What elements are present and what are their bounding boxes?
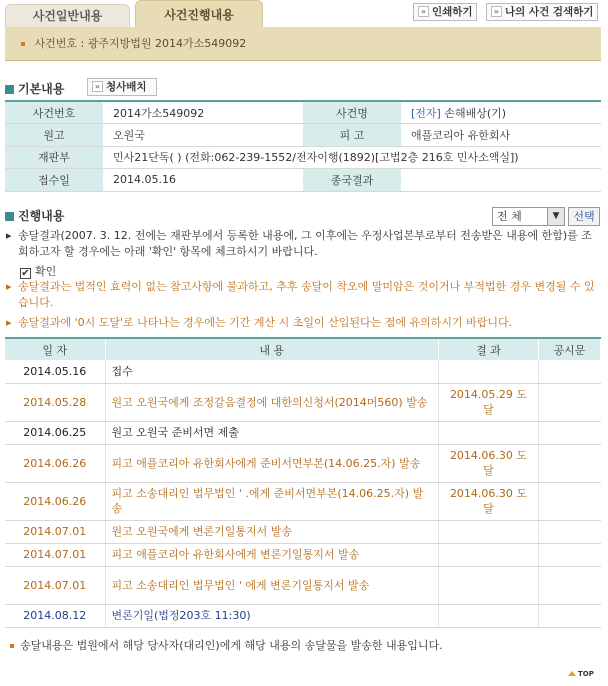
checkmark-icon[interactable]: ✔ bbox=[21, 268, 30, 279]
section-square-icon bbox=[5, 85, 14, 94]
my-case-search-label: 나의 사건 검색하기 bbox=[505, 6, 594, 18]
up-triangle-icon bbox=[568, 671, 576, 676]
progress-section-title: 진행내용 bbox=[5, 207, 64, 224]
double-arrow-icon: » bbox=[418, 6, 429, 17]
triangle-bullet-icon: ▸ bbox=[6, 316, 12, 329]
court-header: 재판부 bbox=[5, 146, 103, 169]
court-value: 민사21단독( ) (전화:062-239-1552/전자이행(1892)[고법2층 216호 민사소액실]) bbox=[103, 146, 601, 169]
table-row: 2014.07.01 원고 오원국에게 변론기일통지서 발송 bbox=[5, 520, 601, 543]
final-header: 종국결과 bbox=[303, 169, 401, 192]
case-no-value: 2014가소549092 bbox=[103, 101, 303, 124]
date-column-header: 일 자 bbox=[5, 338, 105, 360]
defendant-header: 피 고 bbox=[303, 124, 401, 147]
notice-legal-effect: ▸ 송달결과는 법적인 효력이 없는 참고사항에 불과하고, 추후 송달이 착오에 말미암은 것이거나 부적법한 경우 변경될 수 있습니다. bbox=[6, 280, 595, 309]
notice-column-header: 공시문 bbox=[539, 338, 601, 360]
print-button[interactable] bbox=[413, 3, 477, 21]
case-no-header: 사건번호 bbox=[5, 101, 103, 124]
confirm-checkbox[interactable] bbox=[20, 263, 56, 279]
basic-section-title: 기본내용 bbox=[5, 80, 64, 97]
tab-general[interactable]: 사건일반내용 bbox=[5, 4, 130, 27]
table-row: 2014.07.01 피고 소송대리인 법무법인 ' 에게 변론기일통지서 발송 bbox=[5, 566, 601, 604]
plaintiff-header: 원고 bbox=[5, 124, 103, 147]
my-case-search-button[interactable] bbox=[486, 3, 598, 21]
received-header: 접수일 bbox=[5, 169, 103, 192]
bullet-icon bbox=[21, 42, 25, 46]
print-button-label: 인쇄하기 bbox=[432, 6, 473, 18]
plaintiff-value: 오원국 bbox=[103, 124, 303, 147]
double-arrow-icon: » bbox=[491, 6, 502, 17]
filter-select-value: 전 체 bbox=[497, 210, 522, 223]
table-row: 2014.05.28 원고 오원국에게 조정갈음결정에 대한의신청서(2014머560) 발송 2014.05.29 도달 bbox=[5, 383, 601, 421]
progress-table bbox=[5, 337, 601, 628]
notice-zero-hour: ▸ 송달결과에 '0시 도달'로 나타나는 경우에는 기간 계산 시 초일이 산입된다는 점에 유의하시기 바랍니다. bbox=[6, 316, 513, 329]
chevron-down-icon[interactable]: ▼ bbox=[547, 208, 564, 225]
final-value bbox=[401, 169, 601, 192]
case-number-bar bbox=[5, 27, 601, 61]
table-row: 2014.06.25 원고 오원국 준비서면 제출 bbox=[5, 421, 601, 444]
cheongsa-button[interactable] bbox=[87, 78, 157, 96]
defendant-value: 애플코리아 유한회사 bbox=[401, 124, 601, 147]
content-column-header: 내 용 bbox=[105, 338, 439, 360]
filter-select[interactable] bbox=[492, 207, 565, 226]
cheongsa-label: 청사배치 bbox=[106, 81, 147, 93]
basic-info-table bbox=[5, 100, 601, 192]
case-name-header: 사건명 bbox=[303, 101, 401, 124]
case-number-label: 사건번호 : 광주지방법원 2014가소549092 bbox=[34, 37, 247, 50]
case-name-value: [전자] 손해배상(기) bbox=[401, 101, 601, 124]
table-row: 2014.07.01 피고 애플코리아 유한회사에게 변론기일통지서 발송 bbox=[5, 543, 601, 566]
table-row: 2014.06.26 피고 소송대리인 법무법인 ' .에게 준비서면부본(14.06.25.자) 발송 2014.06.30 도달 bbox=[5, 482, 601, 520]
confirm-label: 확인 bbox=[35, 265, 57, 278]
table-row: 2014.08.12 변론기일(법정203호 11:30) bbox=[5, 604, 601, 627]
triangle-bullet-icon: ▸ bbox=[6, 229, 12, 242]
select-button[interactable]: 선택 bbox=[568, 207, 600, 226]
double-arrow-icon: » bbox=[92, 81, 103, 92]
result-column-header: 결 과 bbox=[439, 338, 539, 360]
tab-progress[interactable]: 사건진행내용 bbox=[135, 0, 263, 27]
bullet-icon bbox=[10, 644, 14, 648]
table-row: 2014.05.16 접수 bbox=[5, 360, 601, 383]
triangle-bullet-icon: ▸ bbox=[6, 280, 12, 293]
received-value: 2014.05.16 bbox=[103, 169, 303, 192]
table-row: 2014.06.26 피고 애플코리아 유한회사에게 준비서면부본(14.06.25.자) 발송 2014.06.30 도달 bbox=[5, 444, 601, 482]
top-link[interactable]: TOP bbox=[568, 670, 594, 678]
footer-note: 송달내용은 법원에서 해당 당사자(대리인)에게 해당 내용의 송달물을 발송한 내용입니다. bbox=[10, 637, 443, 653]
notice-delivery-query: ▸ 송달결과(2007. 3. 12. 전에는 재판부에서 등록한 내용에, 그 이후에는 우정사업본부로부터 전송받은 내용에 한함)를 조회하고자 할 경우에는 아래 '확인' 항목에 체크하시기 바랍니다. bbox=[6, 229, 592, 258]
section-square-icon bbox=[5, 212, 14, 221]
